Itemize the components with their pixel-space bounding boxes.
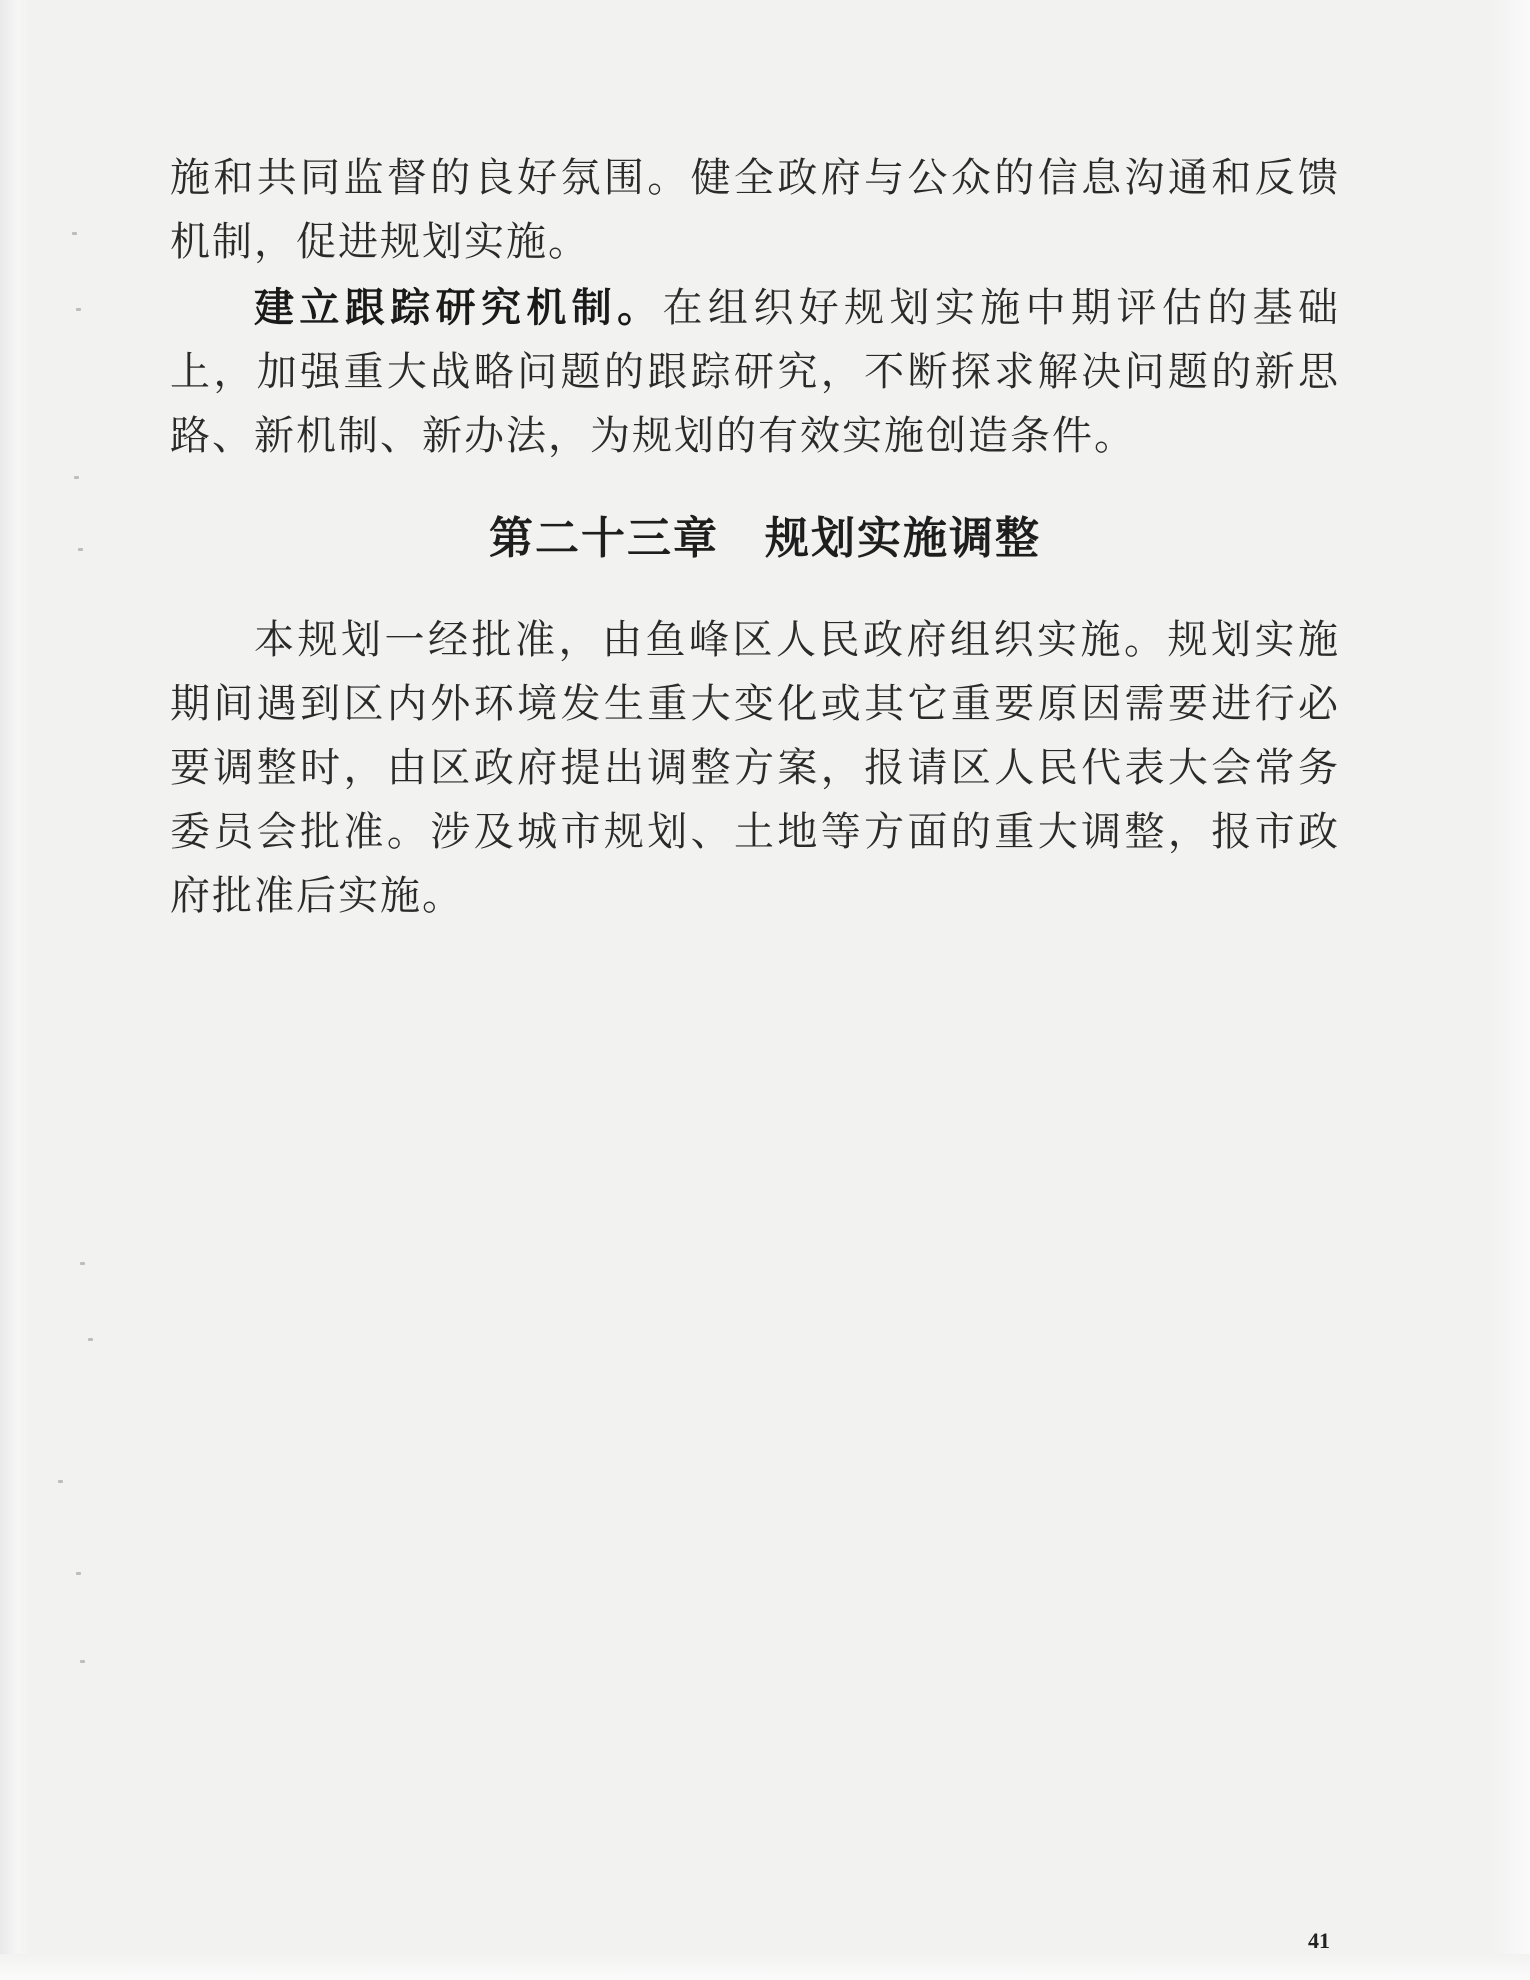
scan-speck bbox=[72, 232, 77, 235]
scan-speck bbox=[80, 1262, 85, 1265]
scan-speck bbox=[74, 476, 79, 479]
scan-bottom-edge bbox=[0, 1954, 1530, 1980]
scan-speck bbox=[88, 1338, 93, 1341]
paragraph-lead-heading: 建立跟踪研究机制。 bbox=[254, 285, 663, 331]
scan-speck bbox=[76, 1572, 81, 1575]
chapter-heading: 第二十三章 规划实施调整 bbox=[489, 513, 1041, 564]
paragraph-plan-adjustment: 本规划一经批准，由鱼峰区人民政府组织实施。规划实施期间遇到区内外环境发生重大变化或其它重要原因需要进行必要调整时，由区政府提出调整方案，报请区人民代表大会常务委员会批准。涉及城市规划、土地等方面的重大调整，报市政府批准后实施。 bbox=[170, 617, 1340, 919]
scan-speck bbox=[80, 1660, 85, 1663]
scan-right-edge bbox=[1490, 0, 1530, 1980]
scan-speck bbox=[76, 308, 81, 311]
scan-speck bbox=[58, 1480, 63, 1483]
paragraph-tracking-mechanism bbox=[170, 276, 1340, 468]
paragraph-tracking-body: 在组织好规划实施中期评估的基础上，加强重大战略问题的跟踪研究，不断探求解决问题的新思路、新机制、新办法，为规划的有效实施创造条件。 bbox=[170, 285, 1341, 459]
paragraph-continuation: 施和共同监督的良好氛围。健全政府与公众的信息沟通和反馈机制，促进规划实施。 bbox=[170, 155, 1340, 265]
scan-left-edge bbox=[0, 0, 30, 1980]
page-number: 41 bbox=[1308, 1928, 1330, 1953]
